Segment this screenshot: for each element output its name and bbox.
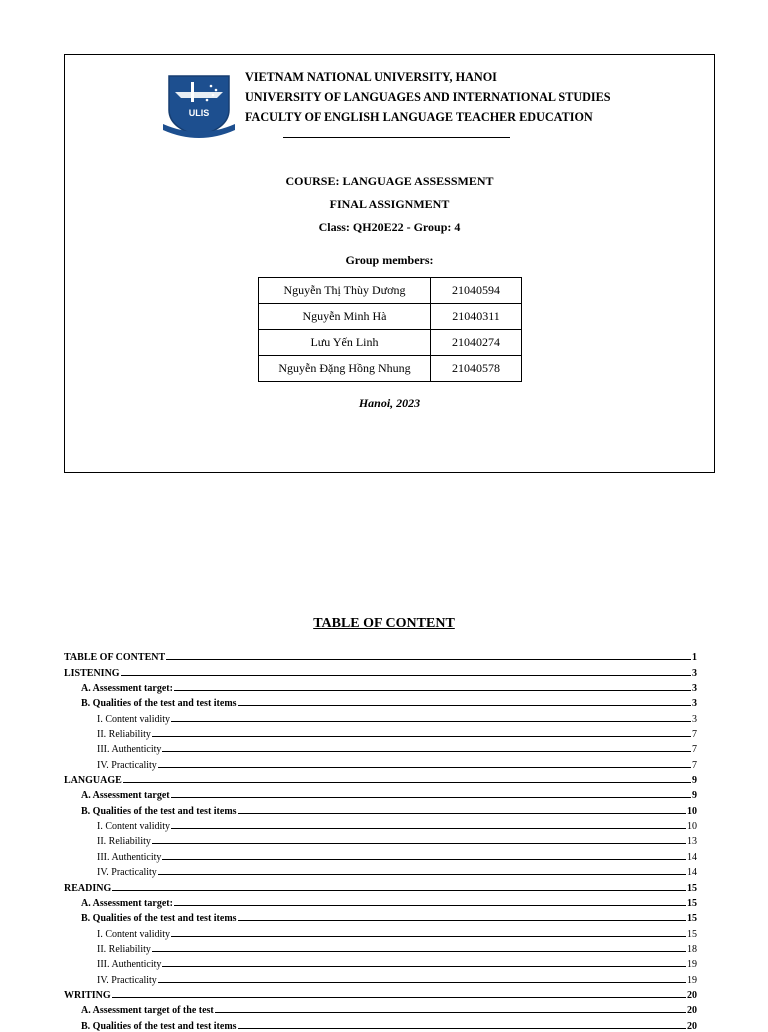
toc-leader-line	[162, 751, 691, 752]
toc-entry[interactable]	[64, 986, 697, 1001]
toc-leader-line	[152, 951, 686, 952]
toc-leader-line	[152, 736, 691, 737]
toc-leader-line	[162, 966, 686, 967]
toc-entry-label: A. Assessment target of the test	[81, 1005, 214, 1017]
toc-entry[interactable]	[64, 755, 697, 770]
toc-entry[interactable]	[64, 909, 697, 924]
toc-entry-label: LISTENING	[64, 667, 120, 679]
toc-leader-line	[174, 905, 686, 906]
toc-entry[interactable]	[64, 970, 697, 985]
toc-entry[interactable]	[64, 740, 697, 755]
toc-entry-page: 3	[692, 713, 697, 725]
toc-entry-page: 15	[687, 913, 697, 925]
ulis-logo	[161, 70, 237, 140]
toc-leader-line	[158, 874, 686, 875]
members-heading: Group members:	[345, 253, 434, 267]
member-name: Nguyễn Minh Hà	[259, 304, 431, 330]
toc-entry-page: 10	[687, 821, 697, 833]
member-id: 21040578	[431, 356, 522, 382]
toc-leader-line	[112, 890, 686, 891]
toc-leader-line	[171, 936, 686, 937]
toc-entry-label: III. Authenticity	[97, 959, 162, 971]
toc-entry-label: I. Content validity	[97, 713, 171, 725]
toc-entry-page: 3	[692, 667, 697, 679]
toc-leader-line	[238, 1028, 686, 1029]
table-row	[259, 330, 522, 356]
toc-entry-page: 19	[687, 974, 697, 986]
toc-leader-line	[238, 813, 686, 814]
toc-entry-page: 15	[687, 928, 697, 940]
toc-entry-label: A. Assessment target:	[81, 897, 173, 909]
toc-entry-page: 19	[687, 959, 697, 971]
toc-entry[interactable]	[64, 648, 697, 663]
toc-entry-label: III. Authenticity	[97, 744, 162, 756]
toc-entry-label: IV. Practicality	[97, 867, 157, 879]
toc-entry-label: I. Content validity	[97, 821, 171, 833]
toc-entry-label: IV. Practicality	[97, 759, 157, 771]
toc-entry-page: 13	[687, 836, 697, 848]
toc-entry-page: 15	[687, 897, 697, 909]
faculty-name: FACULTY OF ENGLISH LANGUAGE TEACHER EDUCATION	[245, 110, 593, 124]
toc-title: TABLE OF CONTENT	[313, 616, 455, 631]
toc-entry-page: 20	[687, 989, 697, 1001]
toc-entry-page: 15	[687, 882, 697, 894]
assignment-title: FINAL ASSIGNMENT	[329, 197, 450, 211]
toc-entry-label: WRITING	[64, 989, 111, 1001]
toc-entry-label: TABLE OF CONTENT	[64, 652, 166, 664]
toc-entry-label: A. Assessment target:	[81, 683, 173, 695]
toc-entry[interactable]	[64, 863, 697, 878]
toc-entry-label: B. Qualities of the test and test items	[81, 805, 237, 817]
toc-entry-label: LANGUAGE	[64, 775, 122, 787]
toc-entry[interactable]	[64, 786, 697, 801]
toc-list	[64, 648, 697, 1032]
toc-entry-page: 3	[692, 683, 697, 695]
toc-leader-line	[171, 828, 686, 829]
toc-entry[interactable]	[64, 817, 697, 832]
toc-entry-label: A. Assessment target	[81, 790, 170, 802]
cover-page-box	[64, 54, 715, 473]
toc-leader-line	[166, 659, 691, 660]
toc-entry-page: 10	[687, 805, 697, 817]
toc-entry[interactable]	[64, 847, 697, 862]
member-id: 21040274	[431, 330, 522, 356]
toc-entry-label: B. Qualities of the test and test items	[81, 1020, 237, 1032]
toc-entry-label: III. Authenticity	[97, 851, 162, 863]
member-id: 21040594	[431, 278, 522, 304]
table-row	[259, 278, 522, 304]
member-id: 21040311	[431, 304, 522, 330]
table-row	[259, 356, 522, 382]
course-title: COURSE: LANGUAGE ASSESSMENT	[285, 174, 494, 188]
toc-leader-line	[158, 982, 686, 983]
toc-entry-label: IV. Practicality	[97, 974, 157, 986]
svg-text:ULIS: ULIS	[188, 108, 210, 118]
toc-entry[interactable]	[64, 663, 697, 678]
toc-entry[interactable]	[64, 801, 697, 816]
toc-entry-page: 7	[692, 759, 697, 771]
toc-entry[interactable]	[64, 709, 697, 724]
toc-entry-page: 14	[687, 867, 697, 879]
toc-entry-page: 3	[692, 698, 697, 710]
header-divider	[283, 137, 510, 138]
toc-leader-line	[238, 920, 686, 921]
toc-entry-page: 18	[687, 943, 697, 955]
toc-leader-line	[121, 675, 691, 676]
toc-entry[interactable]	[64, 832, 697, 847]
class-group: Class: QH20E22 - Group: 4	[318, 220, 461, 234]
toc-entry-page: 1	[692, 652, 697, 664]
toc-entry-label: II. Reliability	[97, 943, 151, 955]
toc-entry-page: 9	[692, 790, 697, 802]
toc-entry-page: 14	[687, 851, 697, 863]
table-row	[259, 304, 522, 330]
toc-entry-label: B. Qualities of the test and test items	[81, 913, 237, 925]
university-name: VIETNAM NATIONAL UNIVERSITY, HANOI	[245, 70, 497, 84]
toc-leader-line	[174, 690, 691, 691]
toc-leader-line	[123, 782, 691, 783]
institution-header	[245, 67, 611, 127]
toc-leader-line	[238, 705, 691, 706]
toc-entry[interactable]	[64, 940, 697, 955]
toc-entry-page: 7	[692, 744, 697, 756]
toc-entry-page: 7	[692, 729, 697, 741]
member-name: Nguyễn Thị Thùy Dương	[259, 278, 431, 304]
toc-entry-label: II. Reliability	[97, 729, 151, 741]
member-name: Lưu Yến Linh	[259, 330, 431, 356]
toc-entry[interactable]	[64, 955, 697, 970]
toc-entry-label: II. Reliability	[97, 836, 151, 848]
toc-entry[interactable]	[64, 878, 697, 893]
toc-leader-line	[171, 721, 691, 722]
toc-entry[interactable]	[64, 894, 697, 909]
toc-leader-line	[158, 767, 691, 768]
toc-entry-page: 20	[687, 1020, 697, 1032]
toc-entry[interactable]	[64, 924, 697, 939]
toc-entry[interactable]	[64, 679, 697, 694]
toc-entry-page: 20	[687, 1005, 697, 1017]
toc-entry[interactable]	[64, 1001, 697, 1016]
toc-entry[interactable]	[64, 771, 697, 786]
members-table	[258, 277, 522, 382]
toc-entry[interactable]	[64, 694, 697, 709]
toc-leader-line	[162, 859, 686, 860]
toc-leader-line	[215, 1012, 686, 1013]
toc-leader-line	[171, 797, 691, 798]
toc-leader-line	[112, 997, 686, 998]
toc-entry-page: 9	[692, 775, 697, 787]
toc-entry-label: READING	[64, 882, 112, 894]
toc-entry-label: B. Qualities of the test and test items	[81, 698, 237, 710]
place-year: Hanoi, 2023	[358, 396, 421, 410]
school-name: UNIVERSITY OF LANGUAGES AND INTERNATIONAL STUDIES	[245, 90, 611, 104]
member-name: Nguyễn Đặng Hồng Nhung	[259, 356, 431, 382]
toc-leader-line	[152, 843, 686, 844]
toc-entry[interactable]	[64, 725, 697, 740]
toc-entry-label: I. Content validity	[97, 928, 171, 940]
